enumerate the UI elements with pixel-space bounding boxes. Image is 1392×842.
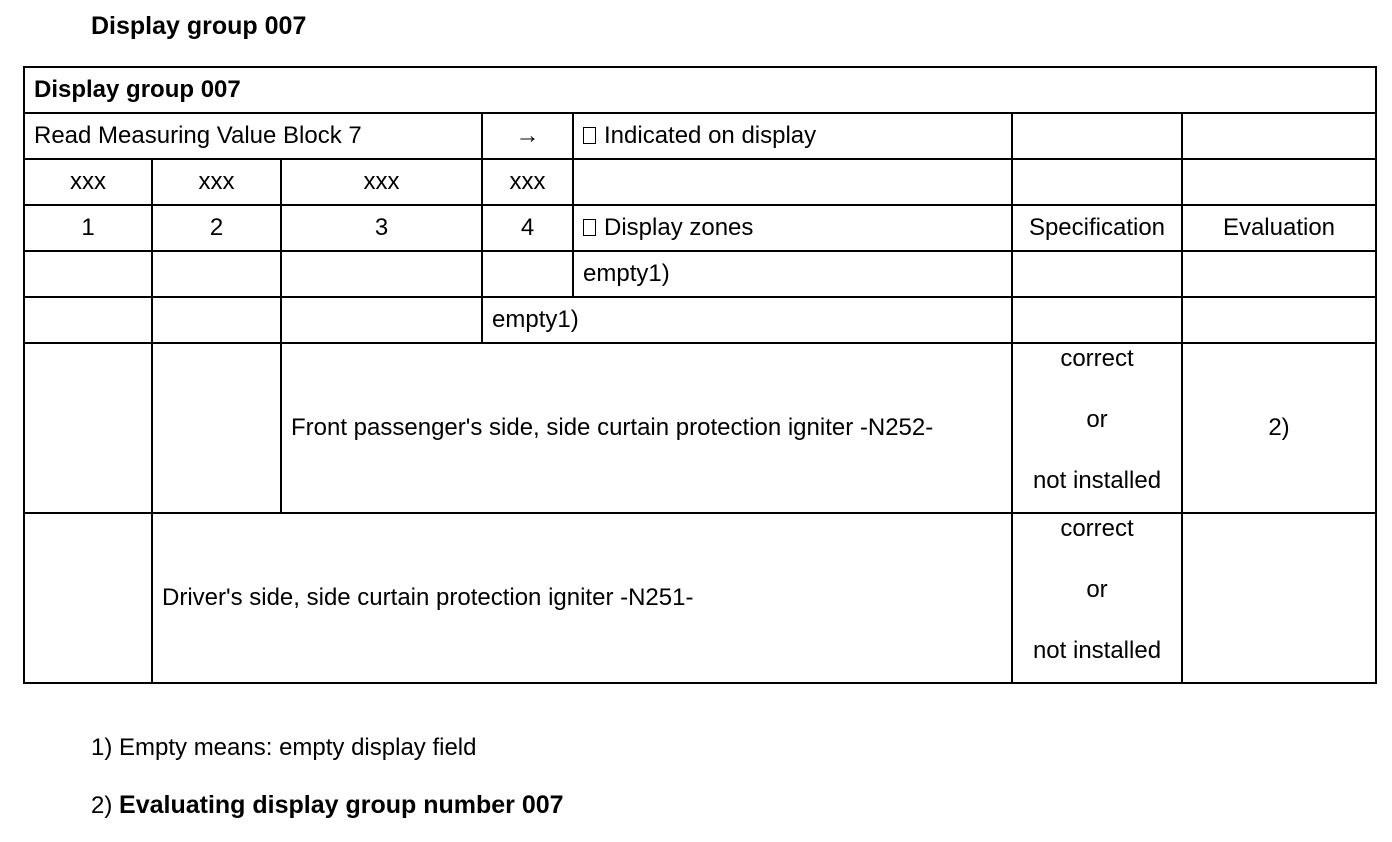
front-passenger-row: [24, 343, 1376, 513]
empty-cell: [1182, 159, 1376, 205]
arrow-icon: →: [482, 113, 573, 159]
driver-igniter-label: Driver's side, side curtain protection igniter -N251-: [152, 513, 1012, 683]
display-group-table: [23, 66, 1377, 684]
read-block-label: Read Measuring Value Block 7: [24, 113, 482, 159]
checkbox-square-icon: [583, 127, 596, 144]
indicated-label: Indicated on display: [604, 122, 817, 149]
checkbox-square-icon: [583, 219, 596, 236]
empty-cell: [1012, 297, 1182, 343]
footnote-2-text: Evaluating display group number 007: [119, 791, 564, 819]
empty-cell: [281, 297, 482, 343]
front-passenger-igniter-label: Front passenger's side, side curtain protection igniter -N252-: [281, 343, 1012, 513]
empty-cell: [1012, 251, 1182, 297]
read-block-row: [24, 113, 1376, 159]
empty-cell: [1182, 251, 1376, 297]
xxx-zone-3: xxx: [281, 159, 482, 205]
empty-value-cell: empty1): [573, 251, 1012, 297]
empty-cell: [152, 297, 281, 343]
spec-correct: correct: [1060, 515, 1134, 542]
empty-cell: [1012, 159, 1182, 205]
table-title-row: [24, 67, 1376, 113]
xxx-zone-4: xxx: [482, 159, 573, 205]
empty-cell: [24, 513, 152, 683]
footnote-1: 1) Empty means: empty display field: [91, 734, 477, 761]
empty-cell: [1182, 513, 1376, 683]
display-zones-label: Display zones: [604, 214, 754, 241]
empty-cell: [1182, 297, 1376, 343]
zone-number-1: 1: [24, 205, 152, 251]
empty-cell: [24, 343, 152, 513]
display-zones-cell: [573, 205, 1012, 251]
xxx-zone-1: xxx: [24, 159, 152, 205]
indicated-cell: [573, 113, 1012, 159]
empty-row-zone-3: [24, 297, 1376, 343]
empty-cell: [24, 251, 152, 297]
table-title: Display group 007: [24, 67, 1376, 113]
empty-cell: [281, 251, 482, 297]
evaluation-header: Evaluation: [1182, 205, 1376, 251]
zone-number-2: 2: [152, 205, 281, 251]
xxx-zone-2: xxx: [152, 159, 281, 205]
spec-or: or: [1086, 576, 1108, 603]
spec-not-installed: not installed: [1032, 467, 1162, 494]
zone-number-4: 4: [482, 205, 573, 251]
empty-cell: [24, 297, 152, 343]
empty-row-zone-4: [24, 251, 1376, 297]
empty-cell: [1012, 113, 1182, 159]
spec-not-installed: not installed: [1032, 637, 1162, 664]
empty-cell: [152, 251, 281, 297]
driver-row: [24, 513, 1376, 683]
page-heading: Display group 007: [91, 12, 307, 40]
empty-value-cell: empty1): [482, 297, 1012, 343]
specification-cell: [1012, 513, 1182, 683]
evaluation-ref: 2): [1182, 343, 1376, 513]
spec-or: or: [1086, 406, 1108, 433]
spec-correct: correct: [1060, 345, 1134, 372]
specification-cell: [1012, 343, 1182, 513]
xxx-row: [24, 159, 1376, 205]
zone-number-3: 3: [281, 205, 482, 251]
zone-number-row: [24, 205, 1376, 251]
empty-cell: [482, 251, 573, 297]
empty-cell: [573, 159, 1012, 205]
footnote-2: [91, 789, 564, 822]
footnote-2-number: 2): [91, 792, 113, 819]
empty-cell: [152, 343, 281, 513]
empty-cell: [1182, 113, 1376, 159]
specification-header: Specification: [1012, 205, 1182, 251]
